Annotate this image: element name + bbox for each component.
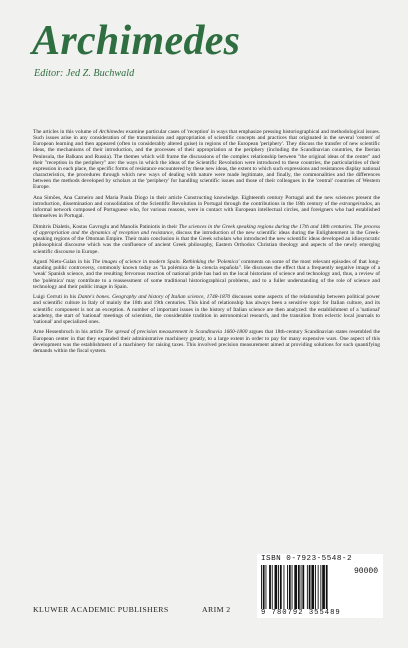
paragraph-intro: The articles in this volume of Archimedes examine particular cases of 'reception' in ways that emphasize pressing historiographical and methodological issues. Such issues arise in any consideration of the transmission and appropriation of scientific concepts and practices that originated in the several 'centers' of European learning and then appeared (often in considerably altered guise) in regions of the European 'periphery'. They discuss the transfer of new scientific ideas, the mechanisms of their introduction, and the processes of their appropriation at the periphery (including the Scandinavian countries, the Iberian Peninsula, the Balkans and Russia). The themes which will frame the discussions of the complex relationship between "the original ideas of the center" and their "reception in the periphery" are: the ways in which the ideas of the Scientific Revolution were introduced to these countries, the particularities of their expression in each place, the specific forms of resistance encountered by these new ideas, the extent to which such expressions and resistances display national characteristics, the procedures through which new ways of dealing with nature were made legitimate, and finally, the commonalities and the differences between the methods developed by scholars at the 'periphery' for handling scientific issues and those of their colleagues in the 'central' countries of Western Europe. xyxy=(33,129,380,191)
barcode-icon xyxy=(261,565,379,609)
editor-line: Editor: Jed Z. Buchwald xyxy=(34,68,135,79)
blurb-text xyxy=(33,129,380,359)
paragraph-portugal: Ana Simões, Ana Carneiro and Maria Paula Diogo in their article Constructing knowledge. Eighteenth century Portugal and the new sciences present the introduction, dissemination and consolidation of the Scientific Revolution in Portugal through the contributions in the 18th century of the estrangeirados, an informal network composed of Portuguese who, for various reasons, were in contact with European intellectual circles, and foreigners who had established themselves in Portugal. xyxy=(33,194,380,220)
paragraph-scandinavia: Arne Hessenbruch in his article The spread of precision measurement in Scandinavia 1660-1800 argues that 18th-century Scandinavian states resembled the European center in that they expanded their administrative machinery greatly, to a large extent in order to pay for many expensive wars. One aspect of this development was the establishment of a machinery for raising taxes. This involved precision measurement aimed at providing solutions for such quantifying demands within the fiscal system. xyxy=(33,329,380,354)
isbn-number: ISBN 0-7923-5548-2 xyxy=(261,555,353,563)
barcode-block xyxy=(257,554,383,618)
paragraph-italy: Luigi Cerruti in his Dante's bones. Geography and history of Italian science, 1748-1870 discusses some aspects of the relationship between political power and scientific culture in Italy of mainly the 18th and 19th centuries. This kind of relationship has always been a sensitive topic for Italian culture, and its scientific component is not an exception. A number of important issues in the history of Italian science are then analyzed: the establishment of a 'national' academy, the start of 'national' meetings of scientists, the considerable tradition in astronomical research, and the transition from eclectic local journals to 'national' and specialized ones. xyxy=(33,294,380,325)
publisher-name: KLUWER ACADEMIC PUBLISHERS xyxy=(33,605,169,614)
series-code: ARIM 2 xyxy=(202,605,231,614)
paragraph-spain: Agustí Nieto-Galan in his The images of science in modern Spain. Rethinking the 'Polemica' comments on some of the most relevant episodes of that long-standing public controversy, commonly known today as "la polémica de la ciencia española". He discusses the effect that a frequently negative image of a 'weak' Spanish science, and the resulting fervorous reaction of national pride has had on the local historians of science and technology and, thus, a review of the 'polémica' may contribute to a reassessment of some traditional historiographical problems, and to a fuller understanding of the role of science and technology and their public image in Spain. xyxy=(33,259,380,290)
series-title: Archimedes xyxy=(32,18,241,64)
paragraph-greece: Dimitris Dialetis, Kostas Gavroglu and Manolis Patiniotis in their The sciences in the Greek speaking regions during the 17th and 18th centuries. The process of appropriation and the dynamics of reception and resistance, discuss the introduction of the new scientific ideas during the Enlightenment in the Greek-speaking regions of the Ottoman Empire. Their main conclusion is that the Greek scholars who introduced the new scientific ideas developed an idiosyncratic philosophical discourse which was the confluence of ancient Greek philosophy, Eastern Orthodox Christian theology and aspects of the newly emerging scientific discourse in Europe. xyxy=(33,223,381,255)
ean-digits: 9 780792 355489 xyxy=(261,609,341,617)
isbn-label xyxy=(261,555,352,563)
price-code: 90000 xyxy=(353,567,378,576)
